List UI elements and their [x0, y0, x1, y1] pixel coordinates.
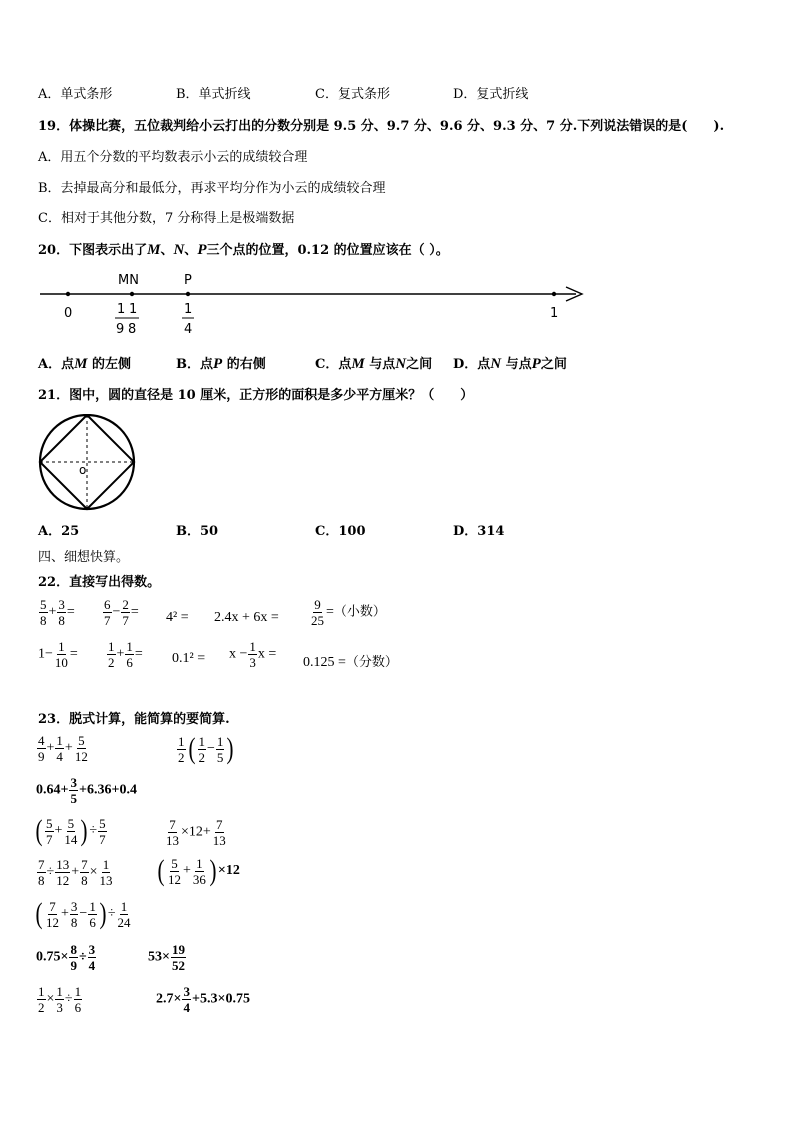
- label-one: 1: [550, 306, 559, 321]
- q21-option-c: C．100: [315, 524, 366, 539]
- number-line: [36, 270, 596, 342]
- q18-option-d: D．复式折线: [453, 87, 529, 102]
- q23-expr-3: 0.64+ $\frac{3}{5}$ +6.36+0.4: [36, 775, 137, 806]
- q22-r2-a: 1− $\frac{1}{10}$ =: [38, 639, 78, 670]
- q22-stem: 22．直接写出得数。: [38, 575, 161, 590]
- q19-option-b: B．去掉最高分和最低分，再求平均分作为小云的成绩较合理: [38, 181, 386, 196]
- point-p: [186, 292, 190, 296]
- frac-n-num: 1: [129, 302, 138, 317]
- q23-expr-1: $\frac{4}{9}$ + $\frac{1}{4}$ + $\frac{5}{12}$: [38, 733, 88, 764]
- point-zero: [66, 292, 70, 296]
- q23-expr-6: $\frac{7}{8}$ ÷ $\frac{13}{12}$ + $\frac{7}{8}$ × $\frac{1}{13}$: [38, 857, 113, 888]
- q20-option-d: D．点N 与点P之间: [453, 356, 567, 372]
- q23-expr-7: ( $\frac{5}{12}$ + $\frac{1}{36}$ ) ×12: [157, 854, 240, 887]
- q21-option-a: A．25: [38, 524, 80, 539]
- frac-m-den: 9: [116, 322, 125, 337]
- q23-expr-12: 2.7× $\frac{3}{4}$ +5.3×0.75: [156, 984, 250, 1015]
- label-zero: 0: [64, 306, 73, 321]
- label-p: P: [184, 273, 192, 288]
- q23-expr-8: ( $\frac{7}{12}$ + $\frac{3}{8}$ − $\frac{1}{6}$ ) ÷ $\frac{1}{24}$: [35, 897, 131, 930]
- q18-option-a: A．单式条形: [38, 87, 113, 102]
- q19-option-a: A．用五个分数的平均数表示小云的成绩较合理: [38, 150, 308, 165]
- q19-stem: 19．体操比赛，五位裁判给小云打出的分数分别是 9.5 分、9.7 分、9.6 分、9.3 分、7 分.下列说法错误的是( ).: [38, 119, 725, 134]
- circle-square-figure: [36, 414, 140, 514]
- q22-r2-b: $\frac{1}{2}$ + $\frac{1}{6}$ =: [108, 639, 143, 670]
- frac-p-den: 4: [184, 322, 193, 337]
- point-one: [552, 292, 556, 296]
- q22-r1-d: 2.4x + 6x =: [214, 610, 279, 625]
- q18-option-b: B．单式折线: [176, 87, 251, 102]
- q21-stem: 21．图中，圆的直径是 10 厘米，正方形的面积是多少平方厘米？（ ）: [38, 388, 474, 403]
- q21-option-b: B．50: [176, 524, 219, 539]
- q23-expr-2: $\frac{1}{2}$ ( $\frac{1}{2}$ − $\frac{1}{5}$ ): [178, 732, 234, 765]
- section-four-heading: 四、细想快算。: [38, 550, 130, 565]
- q21-option-d: D．314: [453, 524, 505, 539]
- q22-r1-a: $\frac{5}{8}$ + $\frac{3}{8}$ =: [40, 597, 75, 628]
- frac-p-num: 1: [184, 302, 193, 317]
- label-mn: MN: [118, 273, 139, 288]
- q22-r2-d: x − $\frac{1}{3}$ x =: [229, 639, 277, 670]
- frac-m-num: 1: [117, 302, 126, 317]
- q22-r2-e: 0.125 =（分数）: [303, 654, 398, 670]
- frac-n-den: 8: [128, 322, 137, 337]
- q22-r1-c: 4² =: [166, 610, 189, 625]
- q22-r2-c: 0.1² =: [172, 651, 206, 666]
- q20-option-b: B．点P 的右侧: [176, 356, 266, 372]
- q23-stem: 23．脱式计算，能简算的要简算.: [38, 712, 230, 727]
- q23-expr-9: 0.75× $\frac{8}{9}$ ÷ $\frac{3}{4}$: [36, 942, 96, 973]
- center-label: o: [79, 463, 87, 477]
- q22-r1-e: $\frac{9}{25}$ =（小数）: [311, 597, 386, 628]
- point-m: [130, 292, 134, 296]
- q23-expr-11: $\frac{1}{2}$ × $\frac{1}{3}$ ÷ $\frac{1}{6}$: [38, 984, 82, 1015]
- q19-option-c: C．相对于其他分数，7 分称得上是极端数据: [38, 211, 295, 226]
- q23-expr-10: 53× $\frac{19}{52}$: [148, 942, 185, 973]
- q20-option-a: A．点M 的左侧: [38, 356, 131, 372]
- q23-expr-4: ( $\frac{5}{7}$ + $\frac{5}{14}$ ) ÷ $\frac{5}{7}$: [35, 814, 106, 847]
- q20-option-c: C．点M 与点N之间: [315, 356, 433, 372]
- q18-option-c: C．复式条形: [315, 87, 390, 102]
- q20-stem: 20．下图表示出了M、N、P三个点的位置，0.12 的位置应该在（ ）。: [38, 242, 449, 258]
- q22-r1-b: $\frac{6}{7}$ − $\frac{2}{7}$ =: [104, 597, 139, 628]
- q23-expr-5: $\frac{7}{13}$ ×12+ $\frac{7}{13}$: [166, 817, 226, 848]
